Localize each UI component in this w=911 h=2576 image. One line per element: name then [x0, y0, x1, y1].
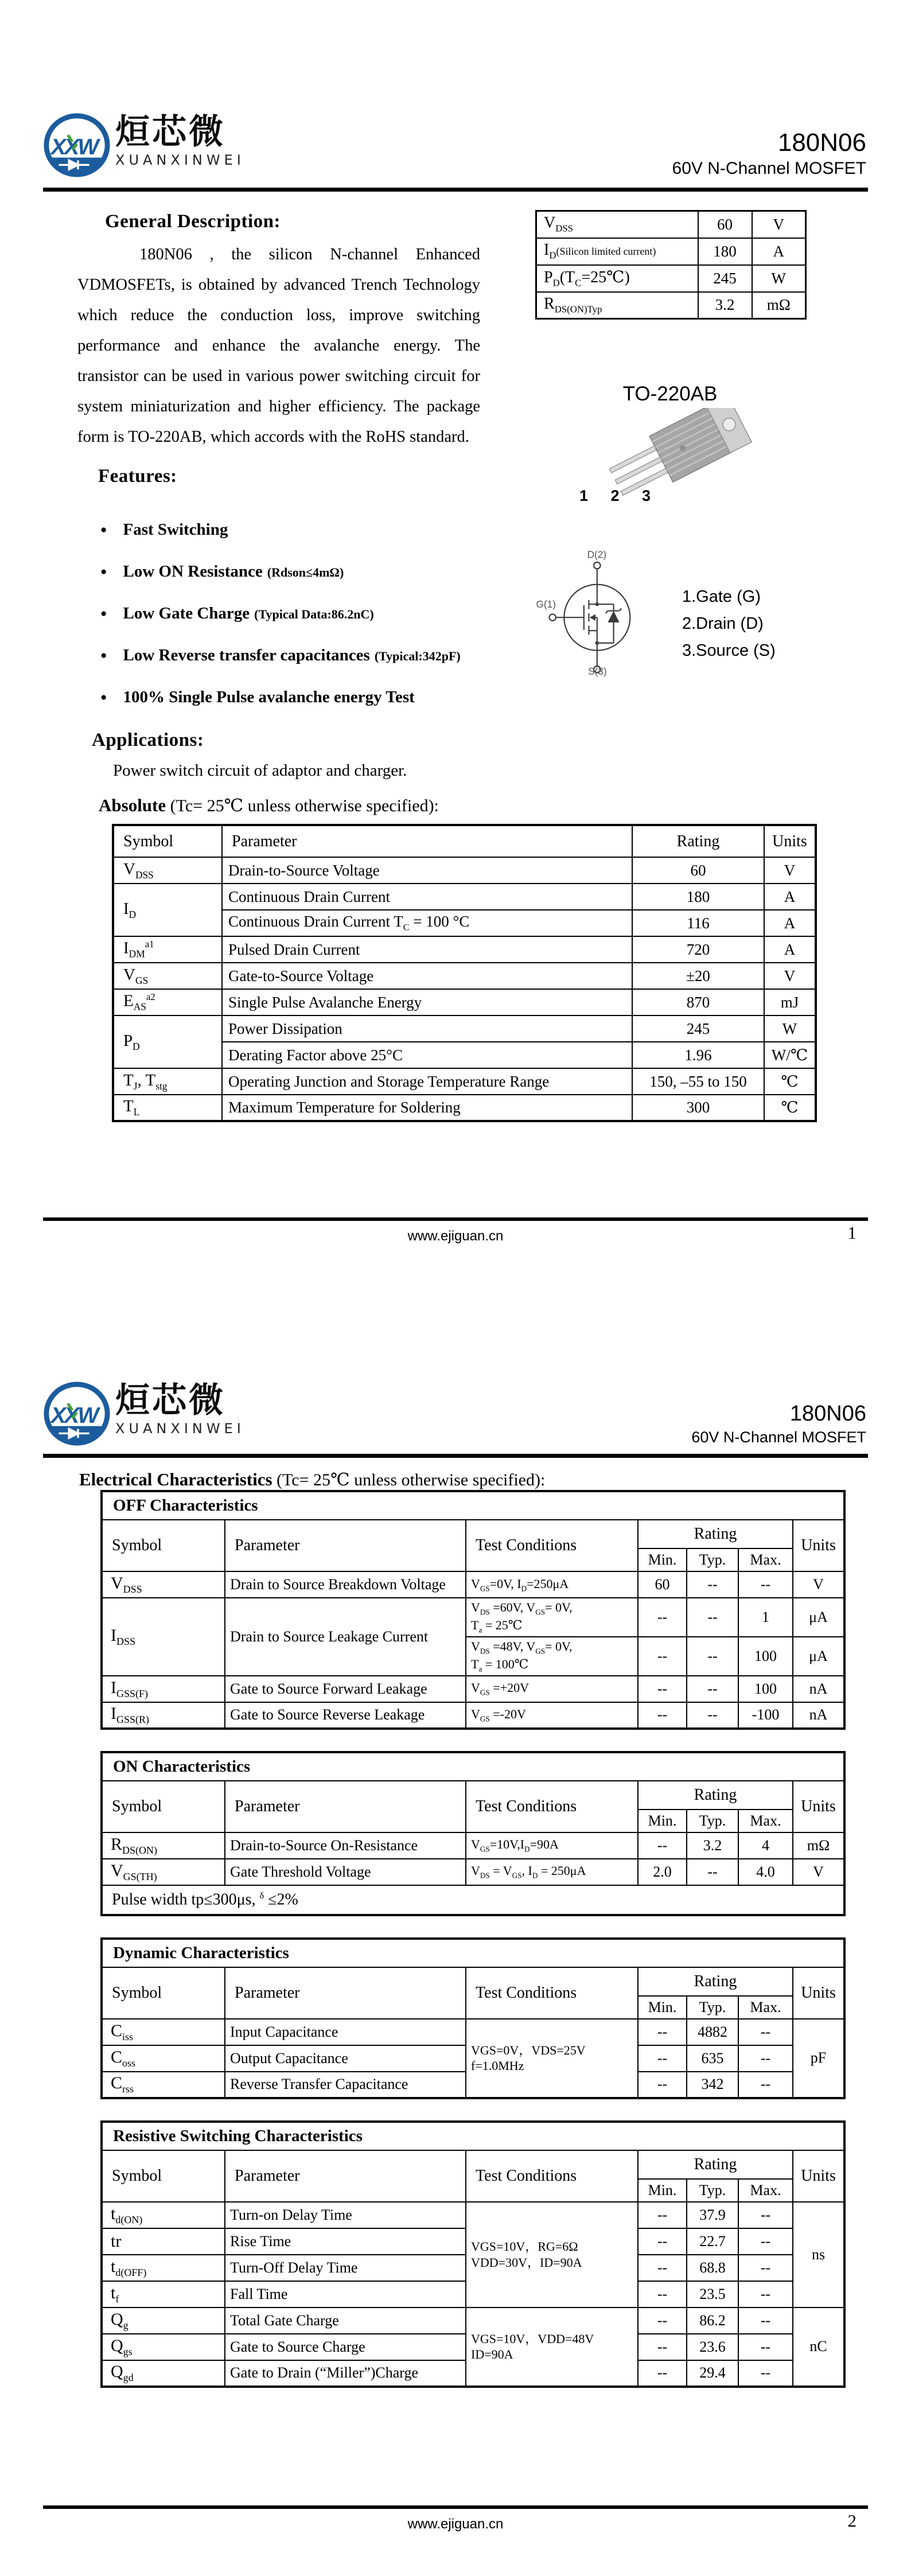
symbol-cell: $P_D(T_C=25℃)$	[544, 269, 630, 289]
column-header: Min.	[638, 1996, 687, 2019]
column-header: Symbol	[102, 1520, 225, 1571]
parameter-cell: Fall Time	[225, 2281, 466, 2307]
table-row	[102, 2307, 844, 2334]
table-header-row	[102, 1967, 844, 1996]
source-label: S(3)	[588, 666, 607, 678]
column-header: Test Conditions	[466, 1967, 638, 2019]
rating-cell: ±20	[632, 963, 764, 989]
symbol-cell: $T_J$, $T_{stg}$	[113, 1068, 222, 1095]
list-item	[100, 646, 496, 665]
test-conditions-cell: $V_{GS}=10V,I_D=90A$	[466, 1832, 638, 1859]
min-cell: 2.0	[638, 1859, 687, 1885]
value-cell: 180	[698, 238, 752, 265]
max-cell: --	[738, 2360, 793, 2387]
table-row	[102, 1832, 844, 1859]
header-rule	[43, 1454, 868, 1458]
note-cell: Pulse width tp≤300μs, $^\delta$ ≤2%	[102, 1885, 844, 1915]
table-title: Dynamic Characteristics	[102, 1939, 844, 1967]
rating-cell: 1.96	[632, 1042, 764, 1068]
max-cell: 4.0	[738, 1859, 793, 1885]
max-cell: --	[738, 2202, 793, 2228]
footer-rule	[43, 1217, 868, 1221]
min-cell: --	[638, 2334, 687, 2360]
rating-cell: 870	[632, 989, 764, 1015]
min-cell: --	[638, 2045, 687, 2072]
units-cell: A	[764, 884, 816, 910]
list-item	[100, 562, 496, 581]
parameter-cell: Single Pulse Avalanche Energy	[222, 989, 632, 1015]
column-header: Rating	[632, 825, 764, 857]
min-cell: --	[638, 1598, 687, 1637]
table-title-row	[102, 1752, 844, 1781]
symbol-cell: $Q_g$	[102, 2307, 225, 2334]
units-cell: A	[752, 238, 806, 265]
test-conditions-cell: VGS=10V，VDD=48V ID=90A	[466, 2307, 638, 2387]
table-row	[536, 292, 806, 319]
typ-cell: 3.2	[687, 1832, 738, 1859]
brand-logo	[43, 1381, 245, 1449]
column-header: Typ.	[687, 1810, 738, 1832]
applications-heading: Applications:	[92, 730, 204, 750]
symbol-cell: $Q_{gd}$	[102, 2360, 225, 2387]
units-cell: ℃	[764, 1068, 816, 1095]
column-header: Typ.	[687, 1996, 738, 2019]
test-conditions-cell: $V_{GS} =+20V$	[466, 1676, 638, 1702]
column-header: Symbol	[102, 1781, 225, 1832]
units-cell: ℃	[764, 1095, 816, 1121]
table-header-row	[102, 1781, 844, 1810]
symbol-note: (Silicon limited current)	[556, 246, 656, 258]
rating-cell: 300	[632, 1095, 764, 1121]
min-cell: --	[638, 1832, 687, 1859]
min-cell: --	[638, 2202, 687, 2228]
column-header: Max.	[738, 1810, 793, 1832]
parameter-cell: Gate to Drain (“Miller”)Charge	[225, 2360, 466, 2387]
column-header: Units	[764, 825, 816, 857]
units-cell: W	[764, 1015, 816, 1042]
units-cell: W/℃	[764, 1042, 816, 1068]
table-row	[113, 857, 816, 884]
units-cell: V	[764, 963, 816, 989]
symbol-cell: $C_{rss}$	[102, 2072, 225, 2098]
units-cell: pF	[793, 2019, 844, 2098]
column-header: Rating	[638, 1781, 793, 1810]
column-header: Test Conditions	[466, 1781, 638, 1832]
units-cell: V	[793, 1571, 844, 1598]
max-cell: --	[738, 1571, 793, 1598]
features-list	[43, 520, 496, 707]
table-title: ON Characteristics	[102, 1752, 844, 1781]
table-header-row	[102, 1520, 844, 1548]
general-description-heading: General Description:	[105, 211, 281, 232]
typ-cell: --	[687, 1676, 738, 1702]
table-row	[102, 1571, 844, 1598]
max-cell: 100	[738, 1637, 793, 1676]
brand-latin-name: XUANXINWEI	[115, 1421, 245, 1437]
bullet-icon: ●	[100, 649, 107, 661]
rating-cell: 180	[632, 884, 764, 910]
off-characteristics-table	[100, 1490, 846, 1730]
min-cell: --	[638, 2019, 687, 2045]
symbol-cell: $I_{DM}^{a1}$	[113, 936, 222, 963]
legend-item: 1.Gate (G)	[682, 587, 761, 606]
table-row	[113, 1095, 816, 1121]
page-number: 2	[847, 2511, 857, 2531]
column-header: Parameter	[225, 1781, 466, 1832]
rating-cell: 150, –55 to 150	[632, 1068, 764, 1095]
symbol-cell: $R_{DS(ON)Typ}$	[544, 294, 602, 315]
symbol-cell: $Q_{gs}$	[102, 2334, 225, 2360]
max-cell: --	[738, 2281, 793, 2307]
symbol-cell: $T_L$	[113, 1095, 222, 1121]
min-cell: --	[638, 2228, 687, 2255]
legend-item: 2.Drain (D)	[682, 614, 764, 633]
part-subtitle: 60V N-Channel MOSFET	[672, 159, 866, 178]
units-cell: V	[793, 1859, 844, 1885]
table-row	[102, 1702, 844, 1729]
units-cell: W	[752, 265, 806, 292]
units-cell: ns	[793, 2202, 844, 2307]
legend-item: 3.Source (S)	[682, 641, 776, 660]
table-row	[102, 2202, 844, 2228]
max-cell: --	[738, 2307, 793, 2334]
key-ratings-table	[535, 210, 807, 320]
applications-text: Power switch circuit of adaptor and charger.	[113, 761, 407, 780]
symbol-cell: $P_D$	[113, 1015, 222, 1068]
typ-cell: --	[687, 1598, 738, 1637]
table-row	[113, 963, 816, 989]
parameter-cell: Power Dissipation	[222, 1015, 632, 1042]
symbol-cell: $C_{oss}$	[102, 2045, 225, 2072]
column-header: Typ.	[687, 1548, 738, 1571]
column-header: Rating	[638, 1967, 793, 1996]
column-header: Units	[793, 1520, 844, 1571]
symbol-cell: $I_{GSS(R)}$	[102, 1702, 225, 1729]
rating-cell: 245	[632, 1015, 764, 1042]
document-title-block	[672, 130, 866, 178]
feature-text: 100% Single Pulse avalanche energy Test	[123, 688, 415, 706]
table-row	[536, 238, 806, 265]
parameter-cell: Turn-on Delay Time	[225, 2202, 466, 2228]
column-header: Units	[793, 1781, 844, 1832]
typ-cell: 342	[687, 2072, 738, 2098]
feature-note: (Rdson≤4mΩ)	[267, 565, 344, 579]
gate-label: G(1)	[536, 598, 556, 610]
table-row	[113, 1015, 816, 1042]
column-header: Parameter	[222, 825, 632, 857]
parameter-cell: Drain-to-Source On-Resistance	[225, 1832, 466, 1859]
units-cell: V	[752, 211, 806, 238]
column-header: Rating	[638, 1520, 793, 1548]
symbol-cell: $t_{d(OFF)}$	[102, 2255, 225, 2281]
logo-monogram-icon	[43, 112, 111, 180]
footer-url[interactable]: www.ejiguan.cn	[407, 2516, 504, 2532]
typ-cell: --	[687, 1859, 738, 1885]
min-cell: --	[638, 1637, 687, 1676]
package-pin-numbers: 1 2 3	[579, 487, 660, 504]
units-cell: μA	[793, 1598, 844, 1637]
parameter-cell: Derating Factor above 25°C	[222, 1042, 632, 1068]
max-cell: -100	[738, 1702, 793, 1729]
table-row	[113, 884, 816, 910]
column-header: Min.	[638, 2179, 687, 2202]
svg-text:XXW: XXW	[50, 1402, 98, 1428]
symbol-cell: $t_{d(ON)}$	[102, 2202, 225, 2228]
parameter-cell: Drain to Source Leakage Current	[225, 1598, 466, 1676]
max-cell: --	[738, 2072, 793, 2098]
table-title: OFF Characteristics	[102, 1491, 844, 1520]
column-header: Test Conditions	[466, 2150, 638, 2202]
table-title: Resistive Switching Characteristics	[102, 2122, 844, 2150]
absolute-maximum-ratings-table	[112, 824, 817, 1122]
parameter-cell: Gate-to-Source Voltage	[222, 963, 632, 989]
test-conditions-cell: $V_{DS} =48V$, $V_{GS}= 0V$, $T_a$ = 100℃	[466, 1637, 638, 1676]
feature-text: Low Gate Charge	[123, 604, 250, 622]
parameter-cell: Gate to Source Reverse Leakage	[225, 1702, 466, 1729]
table-row	[113, 936, 816, 963]
typ-cell: 23.5	[687, 2281, 738, 2307]
symbol-cell: $I_D$	[544, 241, 556, 261]
page-number: 1	[847, 1223, 857, 1243]
units-cell: nC	[793, 2307, 844, 2387]
test-conditions-cell: VGS=10V，RG=6Ω VDD=30V，ID=90A	[466, 2202, 638, 2307]
parameter-cell: Continuous Drain Current	[222, 884, 632, 910]
table-row	[102, 2019, 844, 2045]
feature-text: Low ON Resistance	[123, 562, 263, 581]
parameter-cell: Drain-to-Source Voltage	[222, 857, 632, 884]
parameter-cell: Reverse Transfer Capacitance	[225, 2072, 466, 2098]
symbol-cell: $V_{DSS}$	[113, 857, 222, 884]
column-header: Rating	[638, 2150, 793, 2179]
bullet-icon: ●	[100, 566, 107, 578]
parameter-cell: Drain to Source Breakdown Voltage	[225, 1571, 466, 1598]
max-cell: 1	[738, 1598, 793, 1637]
max-cell: --	[738, 2228, 793, 2255]
min-cell: 60	[638, 1571, 687, 1598]
min-cell: --	[638, 2281, 687, 2307]
symbol-cell: $V_{DSS}$	[102, 1571, 225, 1598]
column-header: Symbol	[113, 825, 222, 857]
column-header: Symbol	[102, 2150, 225, 2202]
rating-cell: 60	[632, 857, 764, 884]
column-header: Test Conditions	[466, 1520, 638, 1571]
document-title-block	[691, 1403, 866, 1446]
header-rule	[43, 188, 868, 192]
footer-rule	[43, 2505, 868, 2509]
features-heading: Features:	[98, 466, 177, 487]
min-cell: --	[638, 1702, 687, 1729]
parameter-cell: Rise Time	[225, 2228, 466, 2255]
table-note-row	[102, 1885, 844, 1915]
table-header-row	[102, 2150, 844, 2179]
table-row	[113, 989, 816, 1015]
value-cell: 60	[698, 211, 752, 238]
parameter-cell: Turn-Off Delay Time	[225, 2255, 466, 2281]
rating-cell: 116	[632, 910, 764, 936]
part-number: 180N06	[777, 129, 866, 157]
table-header-row	[113, 825, 816, 857]
brand-logo	[43, 112, 245, 180]
table-row	[102, 1676, 844, 1702]
units-cell: mΩ	[793, 1832, 844, 1859]
table-title-row	[102, 1939, 844, 1967]
typ-cell: 635	[687, 2045, 738, 2072]
electrical-characteristics-heading: Electrical Characteristics (Tc= 25℃ unless otherwise specified):	[79, 1469, 546, 1489]
column-header: Symbol	[102, 1967, 225, 2019]
footer-url[interactable]: www.ejiguan.cn	[407, 1228, 504, 1244]
parameter-cell: Pulsed Drain Current	[222, 936, 632, 963]
list-item	[100, 604, 496, 623]
parameter-cell: Total Gate Charge	[225, 2307, 466, 2334]
max-cell: --	[738, 2255, 793, 2281]
column-header: Max.	[738, 1996, 793, 2019]
units-cell: μA	[793, 1637, 844, 1676]
dynamic-characteristics-table	[100, 1937, 846, 2099]
list-item	[100, 688, 496, 707]
logo-monogram-icon	[43, 1381, 111, 1449]
max-cell: --	[738, 2045, 793, 2072]
symbol-cell: $V_{DSS}$	[544, 214, 574, 235]
units-cell: A	[764, 936, 816, 963]
table-row	[536, 211, 806, 238]
rating-cell: 720	[632, 936, 764, 963]
bullet-icon: ●	[100, 691, 107, 703]
feature-note: (Typical Data:86.2nC)	[254, 607, 374, 621]
table-title-row	[102, 2122, 844, 2150]
units-cell: nA	[793, 1702, 844, 1729]
typ-cell: --	[687, 1571, 738, 1598]
column-header: Typ.	[687, 2179, 738, 2202]
brand-chinese-name: 烜芯微	[115, 1380, 225, 1421]
max-cell: 4	[738, 1832, 793, 1859]
parameter-cell: Operating Junction and Storage Temperature Range	[222, 1068, 632, 1095]
symbol-cell: $t_f$	[102, 2281, 225, 2307]
parameter-cell: Gate to Source Forward Leakage	[225, 1676, 466, 1702]
test-conditions-cell: $V_{DS} =60V$, $V_{GS}= 0V$, $T_a$ = 25℃	[466, 1598, 638, 1637]
svg-text:XXW: XXW	[50, 134, 98, 159]
typ-cell: 68.8	[687, 2255, 738, 2281]
table-row	[102, 1598, 844, 1637]
typ-cell: 23.6	[687, 2334, 738, 2360]
mosfet-symbol	[535, 527, 667, 699]
column-header: Units	[793, 2150, 844, 2202]
typ-cell: 37.9	[687, 2202, 738, 2228]
column-header: Parameter	[225, 1520, 466, 1571]
symbol-cell: $R_{DS(ON)}$	[102, 1832, 225, 1859]
page-2	[0, 1288, 911, 2576]
column-header: Parameter	[225, 2150, 466, 2202]
column-header: Min.	[638, 1548, 687, 1571]
value-cell: 3.2	[698, 292, 752, 319]
test-conditions-cell: $V_{GS}=0V$, $I_D=250\mu A$	[466, 1571, 638, 1598]
part-subtitle: 60V N-Channel MOSFET	[691, 1428, 866, 1446]
package-name: TO-220AB	[622, 383, 718, 405]
units-cell: V	[764, 857, 816, 884]
units-cell: mJ	[764, 989, 816, 1015]
right-column	[535, 210, 805, 699]
symbol-cell: $E_{AS}^{a2}$	[113, 989, 222, 1015]
drain-label: D(2)	[587, 548, 607, 561]
symbol-cell: $I_{GSS(F)}$	[102, 1676, 225, 1702]
max-cell: --	[738, 2019, 793, 2045]
typ-cell: --	[687, 1637, 738, 1676]
absolute-heading: Absolute (Tc= 25℃ unless otherwise specified):	[99, 795, 439, 815]
bullet-icon: ●	[100, 524, 107, 536]
parameter-cell: Gate Threshold Voltage	[225, 1859, 466, 1885]
pin-legend	[682, 583, 776, 699]
feature-text: Low Reverse transfer capacitances	[123, 646, 370, 664]
on-characteristics-table	[100, 1751, 846, 1916]
table-title-row	[102, 1491, 844, 1520]
units-cell: nA	[793, 1676, 844, 1702]
table-row	[536, 265, 806, 292]
min-cell: --	[638, 2360, 687, 2387]
units-cell: A	[764, 910, 816, 936]
min-cell: --	[638, 2255, 687, 2281]
test-conditions-cell: VGS=0V，VDS=25V f=1.0MHz	[466, 2019, 638, 2098]
feature-note: (Typical:342pF)	[374, 649, 461, 663]
min-cell: --	[638, 1676, 687, 1702]
column-header: Units	[793, 1967, 844, 2019]
package-image	[544, 408, 796, 511]
test-conditions-cell: $V_{DS} = V_{GS}$, $I_D = 250\mu A$	[466, 1859, 638, 1885]
typ-cell: 86.2	[687, 2307, 738, 2334]
parameter-cell: Output Capacitance	[225, 2045, 466, 2072]
table-row	[113, 1068, 816, 1095]
part-number: 180N06	[789, 1402, 866, 1426]
resistive-switching-table	[100, 2120, 846, 2388]
general-description-text: 180N06 , the silicon N-channel Enhanced VDMOSFETs, is obtained by advanced Trench Technology which reduce the conduction loss, improve switching performance and enhance the avalanche energy. The transistor can be used in various power switching circuit for system miniaturization and higher efficiency. The package form is TO-220AB, which accords with the RoHS standard.	[77, 246, 480, 446]
list-item	[100, 520, 496, 539]
symbol-cell: $I_{DSS}$	[102, 1598, 225, 1676]
parameter-cell: Maximum Temperature for Soldering	[222, 1095, 632, 1121]
brand-latin-name: XUANXINWEI	[115, 152, 245, 168]
brand-chinese-name: 烜芯微	[115, 112, 225, 152]
symbol-cell: tr	[102, 2228, 225, 2255]
bullet-icon: ●	[100, 608, 107, 620]
table-row	[102, 1859, 844, 1885]
column-header: Max.	[738, 1548, 793, 1571]
feature-text: Fast Switching	[123, 520, 228, 539]
units-cell: mΩ	[752, 292, 806, 319]
typ-cell: --	[687, 1702, 738, 1729]
symbol-cell: $V_{GS}$	[113, 963, 222, 989]
max-cell: 100	[738, 1676, 793, 1702]
column-header: Min.	[638, 1810, 687, 1832]
typ-cell: 4882	[687, 2019, 738, 2045]
value-cell: 245	[698, 265, 752, 292]
max-cell: --	[738, 2334, 793, 2360]
parameter-cell: Gate to Source Charge	[225, 2334, 466, 2360]
min-cell: --	[638, 2307, 687, 2334]
column-header: Max.	[738, 2179, 793, 2202]
test-conditions-cell: $V_{GS} =-20V$	[466, 1702, 638, 1729]
min-cell: --	[638, 2072, 687, 2098]
symbol-cell: $V_{GS(TH)}$	[102, 1859, 225, 1885]
typ-cell: 29.4	[687, 2360, 738, 2387]
column-header: Parameter	[225, 1967, 466, 2019]
symbol-cell: $I_D$	[113, 884, 222, 936]
symbol-cell: $C_{iss}$	[102, 2019, 225, 2045]
typ-cell: 22.7	[687, 2228, 738, 2255]
parameter-cell: Input Capacitance	[225, 2019, 466, 2045]
parameter-cell: Continuous Drain Current $T_C = 100$ °C	[222, 910, 632, 936]
